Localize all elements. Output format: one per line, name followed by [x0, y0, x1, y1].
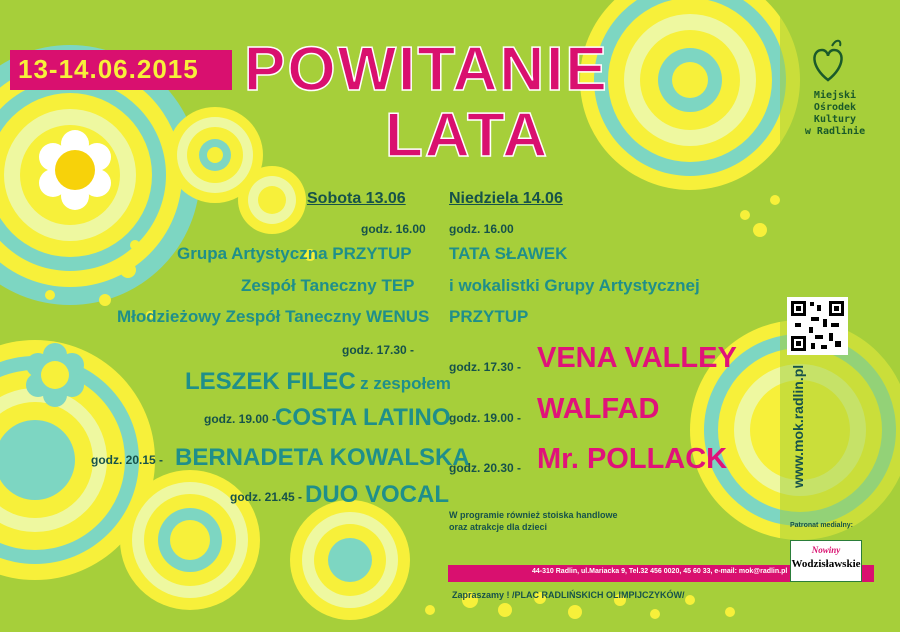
sunday-act-1-line1: TATA SŁAWEK: [449, 244, 568, 263]
sponsor-label: Patronat medialny:: [790, 522, 854, 529]
sunday-time-4: godz. 20.30 -: [449, 461, 522, 475]
saturday-time-3: godz. 19.00 -: [204, 412, 277, 426]
organizer-name: [800, 90, 870, 138]
sponsor-name-bottom: Wodzisławskie: [791, 558, 861, 570]
sunday-header: Niedziela 14.06: [449, 190, 563, 207]
address-text: 44-310 Radlin, ul.Mariacka 9, Tel.32 456 0020, 45 60 33, e-mail: mok@radlin.pl: [532, 568, 788, 575]
saturday-act-2: Zespół Taneczny TEP: [241, 276, 415, 295]
program-note-line2: oraz atrakcje dla dzieci: [449, 522, 548, 532]
sponsor-logo: [790, 540, 862, 582]
saturday-time-4: godz. 20.15 -: [91, 453, 164, 467]
sunday-time-2: godz. 17.30 -: [449, 360, 522, 374]
program-note-line1: W programie również stoiska handlowe: [449, 510, 618, 520]
sunday-act-vena-valley: VENA VALLEY: [537, 342, 737, 374]
organizer-name-line: Ośrodek: [813, 102, 857, 113]
saturday-act-costa-latino: COSTA LATINO: [275, 404, 451, 431]
sunday-act-mr-pollack: Mr. POLLACK: [537, 443, 728, 475]
concentric-circle-top-right: [580, 0, 800, 190]
invite-text: Zapraszamy ! /PLAC RADLIŃSKICH OLIMPIJCZYKÓW/: [452, 590, 685, 600]
sponsor-name-top: Nowiny: [811, 545, 841, 555]
act-name: LESZEK FILEC: [185, 368, 356, 395]
concentric-circle-bottom-right: [290, 500, 410, 620]
sunday-time-3: godz. 19.00 -: [449, 411, 522, 425]
organizer-name-line: w Radlinie: [804, 126, 866, 137]
organizer-name-line: Kultury: [813, 114, 857, 125]
saturday-act-leszek-filec: [185, 368, 451, 396]
sunday-act-1-line3: PRZYTUP: [449, 307, 529, 326]
event-title-line1: POWITANIE: [244, 35, 609, 104]
qr-code: [787, 297, 848, 355]
sunday-act-walfad: WALFAD: [537, 393, 660, 425]
concentric-circle-small-left: [238, 166, 306, 234]
event-title-line2: LATA: [385, 101, 550, 170]
organizer-name-line: Miejski: [813, 90, 857, 101]
saturday-act-3: Młodzieżowy Zespół Taneczny WENUS: [117, 307, 430, 326]
saturday-time-1: godz. 16.00: [361, 222, 426, 236]
saturday-time-5: godz. 21.45 -: [230, 490, 303, 504]
sunday-act-1-line2: i wokalistki Grupy Artystycznej: [449, 276, 700, 295]
saturday-act-bernadeta-kowalska: BERNADETA KOWALSKA: [175, 444, 470, 471]
saturday-act-1: Grupa Artystyczna PRZYTUP: [177, 244, 412, 263]
saturday-act-duo-vocal: DUO VOCAL: [305, 481, 449, 508]
website-url: www.mok.radlin.pl: [790, 364, 806, 488]
act-suffix: z zespołem: [360, 374, 451, 393]
event-date: 13-14.06.2015: [18, 54, 199, 84]
saturday-header: Sobota 13.06: [307, 190, 406, 207]
sunday-time-1: godz. 16.00: [449, 222, 514, 236]
saturday-time-2: godz. 17.30 -: [342, 343, 415, 357]
